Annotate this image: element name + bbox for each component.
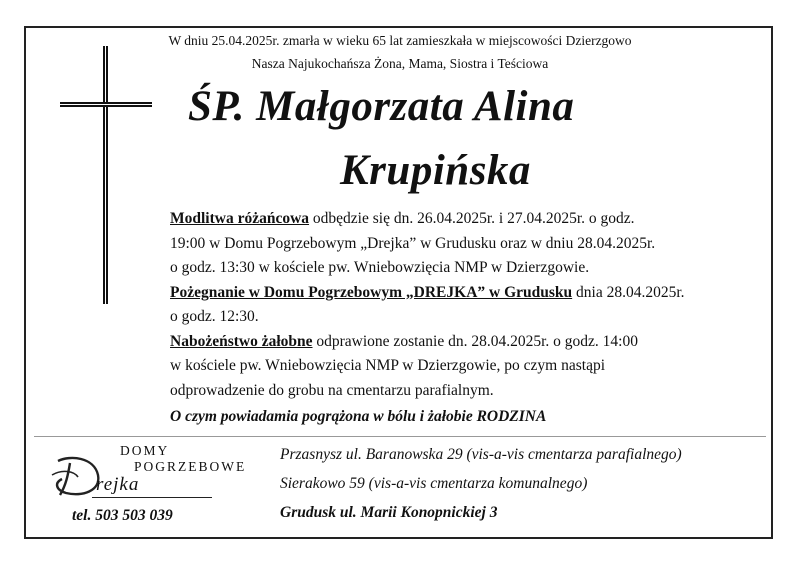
closing-line: O czym powiadamia pogrążona w bólu i żałobie RODZINA	[170, 408, 547, 425]
address-przasnysz: Przasnysz ul. Baranowska 29 (vis-a-vis cmentarza parafialnego)	[280, 446, 682, 463]
header-line-2: Nasza Najukochańsza Żona, Mama, Siostra i Teściowa	[251, 56, 549, 71]
body-line	[170, 281, 760, 306]
farewell-text-1: dnia 28.04.2025r.	[572, 283, 685, 301]
mass-text-3: odprowadzenie do grobu na cmentarzu parafialnym.	[170, 381, 494, 399]
funeral-home-logo	[48, 443, 247, 503]
rosary-text-2: 19:00 w Domu Pogrzebowym „Drejka” w Grudusku oraz w dniu 28.04.2025r.	[170, 234, 656, 252]
mass-text-1: odprawione zostanie dn. 28.04.2025r. o godz. 14:00	[312, 332, 638, 350]
deceased-name-line-1: ŚP. Małgorzata Alina	[188, 83, 575, 130]
address-grudusk: Grudusk ul. Marii Konopnickiej 3	[280, 504, 498, 521]
phone-number: tel. 503 503 039	[72, 507, 173, 524]
announcement-body	[170, 207, 760, 430]
rosary-text-1: odbędzie się dn. 26.04.2025r. i 27.04.2025r. o godz.	[309, 210, 635, 227]
farewell-title: Pożegnanie w Domu Pogrzebowym „DREJKA” w Grudusku	[170, 283, 573, 301]
rosary-title: Modlitwa różańcowa	[170, 210, 310, 227]
cross-bar	[60, 102, 152, 107]
logo-text-1: DOMY	[120, 443, 170, 458]
footer-divider	[34, 436, 766, 437]
mass-text-2: w kościele pw. Wniebowzięcia NMP w Dzierzgowie, po czym nastąpi	[170, 357, 606, 374]
body-line	[170, 207, 760, 232]
cross-icon	[103, 46, 108, 304]
address-sierakowo: Sierakowo 59 (vis-a-vis cmentarza komunalnego)	[280, 475, 588, 492]
logo-text-3: rejka	[96, 474, 140, 495]
farewell-text-2: o godz. 12:30.	[170, 308, 259, 325]
mass-title: Nabożeństwo żałobne	[170, 332, 313, 350]
rosary-text-3: o godz. 13:30 w kościele pw. Wniebowzięcia NMP w Dzierzgowie.	[170, 259, 590, 276]
logo-underline	[92, 497, 212, 498]
logo-text-2: POGRZEBOWE	[134, 459, 247, 474]
body-line	[170, 330, 760, 355]
deceased-name-line-2: Krupińska	[340, 147, 531, 194]
header-line-1: W dniu 25.04.2025r. zmarła w wieku 65 lat zamieszkała w miejscowości Dzierzgowo	[168, 33, 632, 48]
